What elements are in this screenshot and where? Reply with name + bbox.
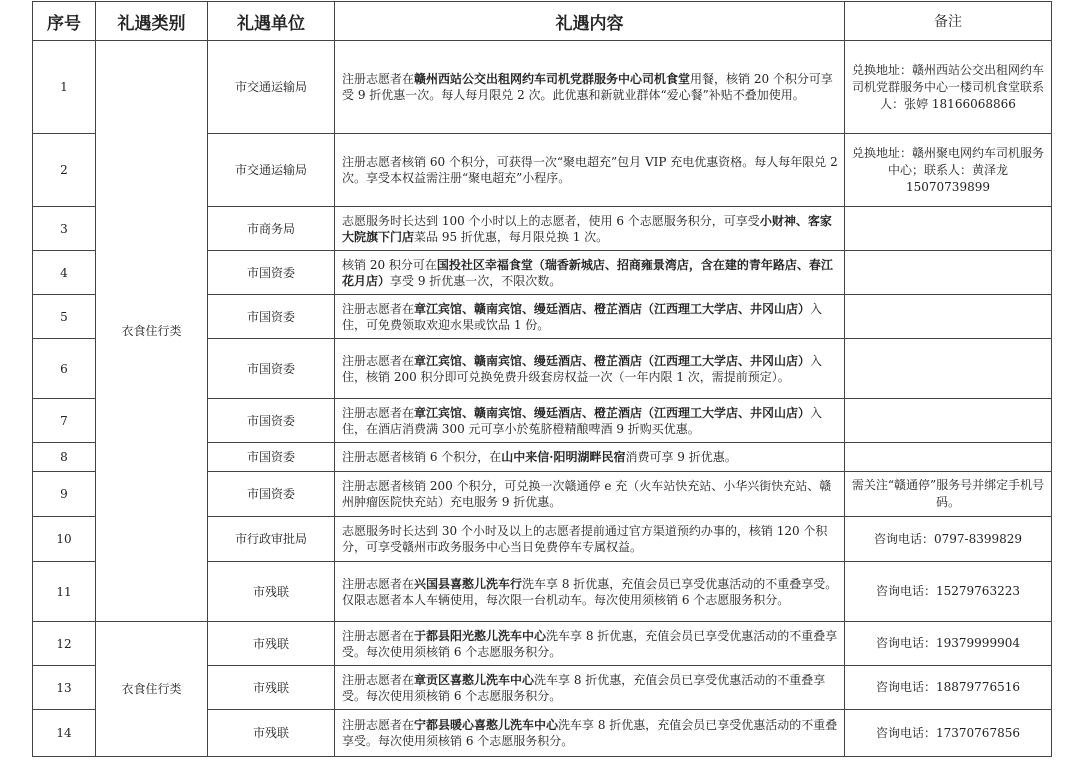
content-text: 注册志愿者核销 60 个积分，可获得一次“聚电超充”包月 VIP 充电优惠资格。每人每年限兑 2 次。享受本权益需注册“聚电超充”小程序。 <box>342 155 838 185</box>
row-content <box>335 710 845 757</box>
row-no: 6 <box>33 339 96 399</box>
row-remark <box>845 207 1052 251</box>
content-text: 消费可享 9 折优惠。 <box>625 450 737 464</box>
row-no: 5 <box>33 295 96 339</box>
row-unit: 市国资委 <box>208 339 335 399</box>
table-row <box>33 622 1052 666</box>
row-content <box>335 399 845 443</box>
row-content <box>335 134 845 207</box>
content-text: 核销 20 积分可在 <box>342 257 437 272</box>
header-no: 序号 <box>33 2 96 41</box>
category-cell: 衣食住行类 <box>96 41 208 622</box>
row-content <box>335 251 845 295</box>
row-no: 12 <box>33 622 96 666</box>
row-content <box>335 666 845 710</box>
row-no: 14 <box>33 710 96 757</box>
row-remark <box>845 443 1052 472</box>
row-no: 2 <box>33 134 96 207</box>
highlight-venue: 章江宾馆、赣南宾馆、缦廷酒店、橙芷酒店（江西理工大学店、井冈山店） <box>414 353 811 368</box>
highlight-venue: 赣州西站公交出租网约车司机党群服务中心司机食堂 <box>414 72 691 86</box>
header-row <box>33 2 1052 41</box>
content-text: 洗车享 8 折优惠，充值会员已享受优惠活动的不重叠享受。每次使用须核销 6 个志愿服务积分。 <box>342 672 826 703</box>
row-content <box>335 472 845 517</box>
rewards-table <box>32 1 1052 757</box>
content-text: 菜品 95 折优惠，每月限兑换 1 次。 <box>414 229 609 244</box>
content-text: 注册志愿者核销 6 个积分，在 <box>342 450 502 464</box>
row-remark: 咨询电话：0797-8399829 <box>845 517 1052 562</box>
row-no: 10 <box>33 517 96 562</box>
row-remark <box>845 339 1052 399</box>
content-text: 享受 9 折优惠一次，不限次数。 <box>390 273 562 288</box>
content-text: 注册志愿者在 <box>342 576 415 591</box>
row-remark: 咨询电话：19379999904 <box>845 622 1052 666</box>
row-no: 7 <box>33 399 96 443</box>
row-no: 4 <box>33 251 96 295</box>
table-row <box>33 41 1052 134</box>
highlight-venue: 兴国县喜憨儿洗车行 <box>414 576 523 591</box>
row-remark: 兑换地址：赣州聚电网约车司机服务中心；联系人：黄泽龙 15070739899 <box>845 134 1052 207</box>
highlight-venue: 小财神、客家大院旗下门店 <box>342 213 832 244</box>
row-unit: 市交通运输局 <box>208 134 335 207</box>
content-text: 洗车享 8 折优惠，充值会员已享受优惠活动的不重叠享受。每次使用须核销 6 个志愿服务积分。 <box>342 628 838 659</box>
row-remark: 需关注“赣通停”服务号并绑定手机号码。 <box>845 472 1052 517</box>
row-remark <box>845 251 1052 295</box>
category-cell: 衣食住行类 <box>96 622 208 757</box>
content-text: 洗车享 8 折优惠，充值会员已享受优惠活动的不重叠享受。仅限志愿者本人车辆使用，每次限一台机动车。每次使用须核销 6 个志愿服务积分。 <box>342 576 838 607</box>
row-no: 8 <box>33 443 96 472</box>
row-content <box>335 339 845 399</box>
header-unit: 礼遇单位 <box>208 2 335 41</box>
content-text: 注册志愿者在 <box>342 353 415 368</box>
content-text: 入住，可免费领取欢迎水果或饮品 1 份。 <box>342 301 823 332</box>
row-unit: 市残联 <box>208 666 335 710</box>
row-remark <box>845 399 1052 443</box>
row-no: 13 <box>33 666 96 710</box>
row-content <box>335 622 845 666</box>
header-remark: 备注 <box>845 2 1052 41</box>
row-unit: 市商务局 <box>208 207 335 251</box>
row-unit: 市国资委 <box>208 472 335 517</box>
row-remark: 兑换地址：赣州西站公交出租网约车司机党群服务中心一楼司机食堂联系人：张婷 18166068866 <box>845 41 1052 134</box>
row-remark: 咨询电话：18879776516 <box>845 666 1052 710</box>
row-content <box>335 295 845 339</box>
content-text: 注册志愿者在 <box>342 405 415 420</box>
row-unit: 市残联 <box>208 710 335 757</box>
row-content <box>335 517 845 562</box>
row-remark: 咨询电话：17370767856 <box>845 710 1052 757</box>
row-unit: 市国资委 <box>208 295 335 339</box>
row-remark <box>845 295 1052 339</box>
content-text: 志愿服务时长达到 30 个小时及以上的志愿者提前通过官方渠道预约办事的，核销 120 个积分，可享受赣州市政务服务中心当日免费停车专属权益。 <box>342 524 828 554</box>
content-text: 注册志愿者在 <box>342 672 415 687</box>
content-text: 注册志愿者在 <box>342 301 415 316</box>
row-unit: 市行政审批局 <box>208 517 335 562</box>
row-unit: 市国资委 <box>208 399 335 443</box>
row-no: 1 <box>33 41 96 134</box>
row-remark: 咨询电话：15279763223 <box>845 562 1052 622</box>
row-content <box>335 443 845 472</box>
row-unit: 市国资委 <box>208 443 335 472</box>
content-text: 入住，在酒店消费满 300 元可享小於菟脐橙精酿啤酒 9 折购买优惠。 <box>342 405 823 436</box>
content-text: 注册志愿者在 <box>342 718 415 732</box>
highlight-venue: 章贡区喜憨儿洗车中心 <box>414 672 535 687</box>
highlight-venue: 国投社区幸福食堂（瑞香新城店、招商雍景湾店，含在建的青年路店、春江花月店） <box>342 257 833 288</box>
row-no: 11 <box>33 562 96 622</box>
content-text: 用餐，核销 20 个积分可享受 9 折优惠一次。每人每月限兑 2 次。此优惠和新就业群体“爱心餐”补贴不叠加使用。 <box>342 72 833 102</box>
highlight-venue: 章江宾馆、赣南宾馆、缦廷酒店、橙芷酒店（江西理工大学店、井冈山店） <box>414 405 811 420</box>
content-text: 注册志愿者核销 200 个积分，可兑换一次赣通停 e 充（火车站快充站、小华兴街快充站、赣州肿瘤医院快充站）充电服务 9 折优惠。 <box>342 479 832 509</box>
highlight-venue: 山中来信·阳明湖畔民宿 <box>501 450 626 464</box>
row-unit: 市残联 <box>208 562 335 622</box>
row-unit: 市残联 <box>208 622 335 666</box>
row-content <box>335 207 845 251</box>
row-unit: 市交通运输局 <box>208 41 335 134</box>
row-no: 9 <box>33 472 96 517</box>
header-category: 礼遇类别 <box>96 2 208 41</box>
row-content <box>335 562 845 622</box>
header-content: 礼遇内容 <box>335 2 845 41</box>
row-unit: 市国资委 <box>208 251 335 295</box>
content-text: 入住，核销 200 积分即可兑换免费升级套房权益一次（一年内限 1 次，需提前预定）。 <box>342 353 823 384</box>
content-text: 注册志愿者在 <box>342 72 415 86</box>
row-no: 3 <box>33 207 96 251</box>
highlight-venue: 章江宾馆、赣南宾馆、缦廷酒店、橙芷酒店（江西理工大学店、井冈山店） <box>414 301 811 316</box>
row-content <box>335 41 845 134</box>
content-text: 注册志愿者在 <box>342 628 415 643</box>
content-text: 志愿服务时长达到 100 个小时以上的志愿者，使用 6 个志愿服务积分，可享受 <box>342 213 760 228</box>
highlight-venue: 于都县阳光憨儿洗车中心 <box>414 628 547 643</box>
highlight-venue: 宁都县暖心喜憨儿洗车中心 <box>414 718 559 732</box>
content-text: 洗车享 8 折优惠，充值会员已享受优惠活动的不重叠享受。每次使用须核销 6 个志愿服务积分。 <box>342 718 838 748</box>
